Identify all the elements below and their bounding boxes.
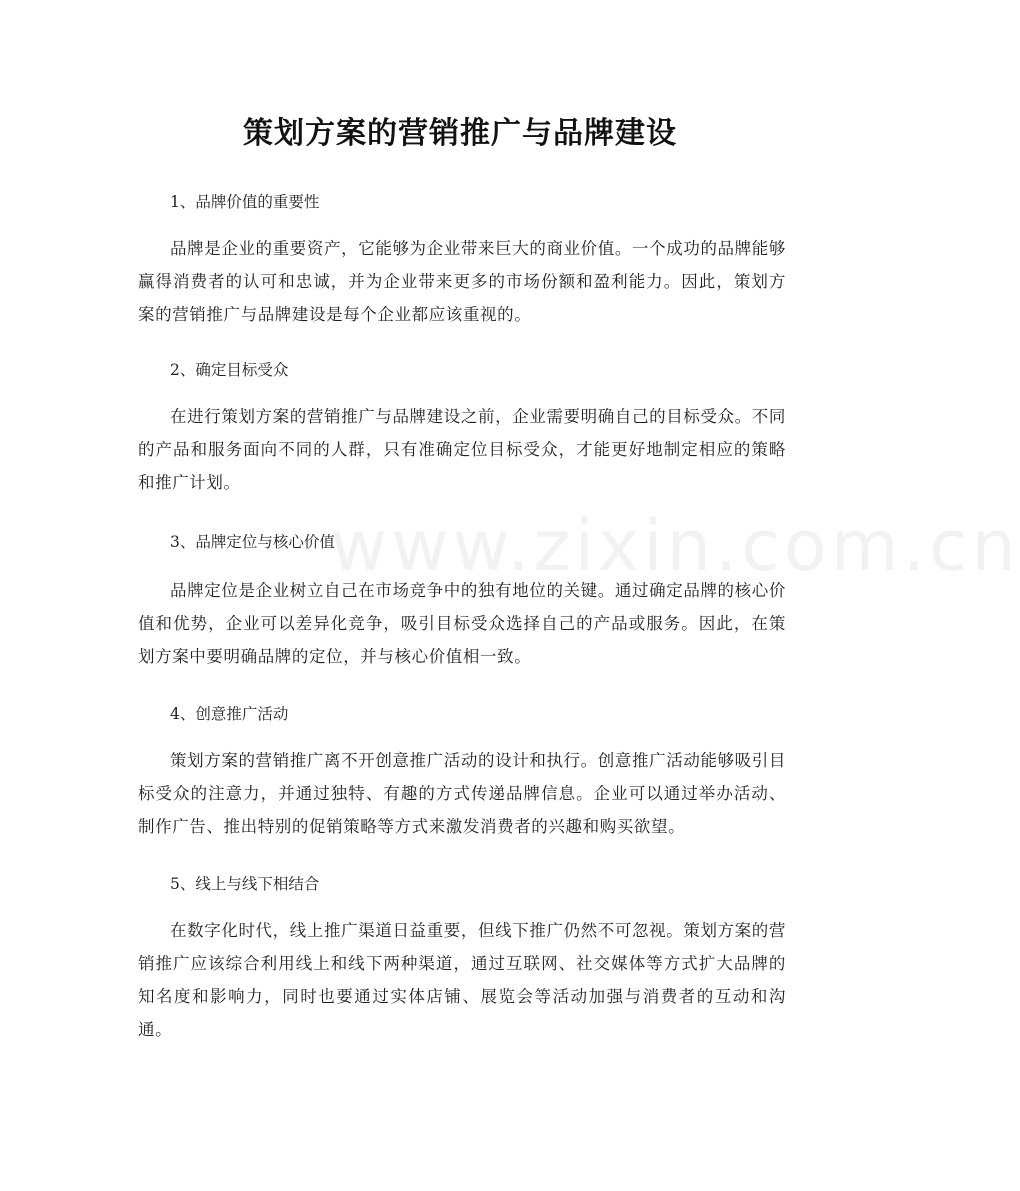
section-body-3: 品牌定位是企业树立自己在市场竞争中的独有地位的关键。通过确定品牌的核心价值和优势，企业可以差异化竞争，吸引目标受众选择自己的产品或服务。因此，在策划方案中要明确品牌的定位，并与核心价值相一致。 — [138, 581, 786, 666]
section-body-1: 品牌是企业的重要资产，它能够为企业带来巨大的商业价值。一个成功的品牌能够赢得消费者的认可和忠诚，并为企业带来更多的市场份额和盈利能力。因此，策划方案的营销推广与品牌建设是每个企业都应该重视的。 — [138, 239, 786, 324]
section-heading-1: 1、品牌价值的重要性 — [170, 193, 320, 211]
watermark: www.zixin.com.cn — [330, 505, 1020, 587]
section-body-5: 在数字化时代，线上推广渠道日益重要，但线下推广仍然不可忽视。策划方案的营销推广应该综合利用线上和线下两种渠道，通过互联网、社交媒体等方式扩大品牌的知名度和影响力，同时也要通过实体店铺、展览会等活动加强与消费者的互动和沟通。 — [138, 921, 786, 1039]
section-body-4: 策划方案的营销推广离不开创意推广活动的设计和执行。创意推广活动能够吸引目标受众的注意力，并通过独特、有趣的方式传递品牌信息。企业可以通过举办活动、制作广告、推出特别的促销策略等方式来激发消费者的兴趣和购买欲望。 — [138, 751, 786, 836]
section-heading-3: 3、品牌定位与核心价值 — [170, 533, 335, 551]
section-heading-2: 2、确定目标受众 — [170, 361, 289, 379]
section-heading-4: 4、创意推广活动 — [170, 705, 289, 723]
section-heading-5: 5、线上与线下相结合 — [170, 875, 320, 893]
document-title: 策划方案的营销推广与品牌建设 — [243, 116, 677, 151]
section-body-2: 在进行策划方案的营销推广与品牌建设之前，企业需要明确自己的目标受众。不同的产品和服务面向不同的人群，只有准确定位目标受众，才能更好地制定相应的策略和推广计划。 — [138, 407, 786, 492]
